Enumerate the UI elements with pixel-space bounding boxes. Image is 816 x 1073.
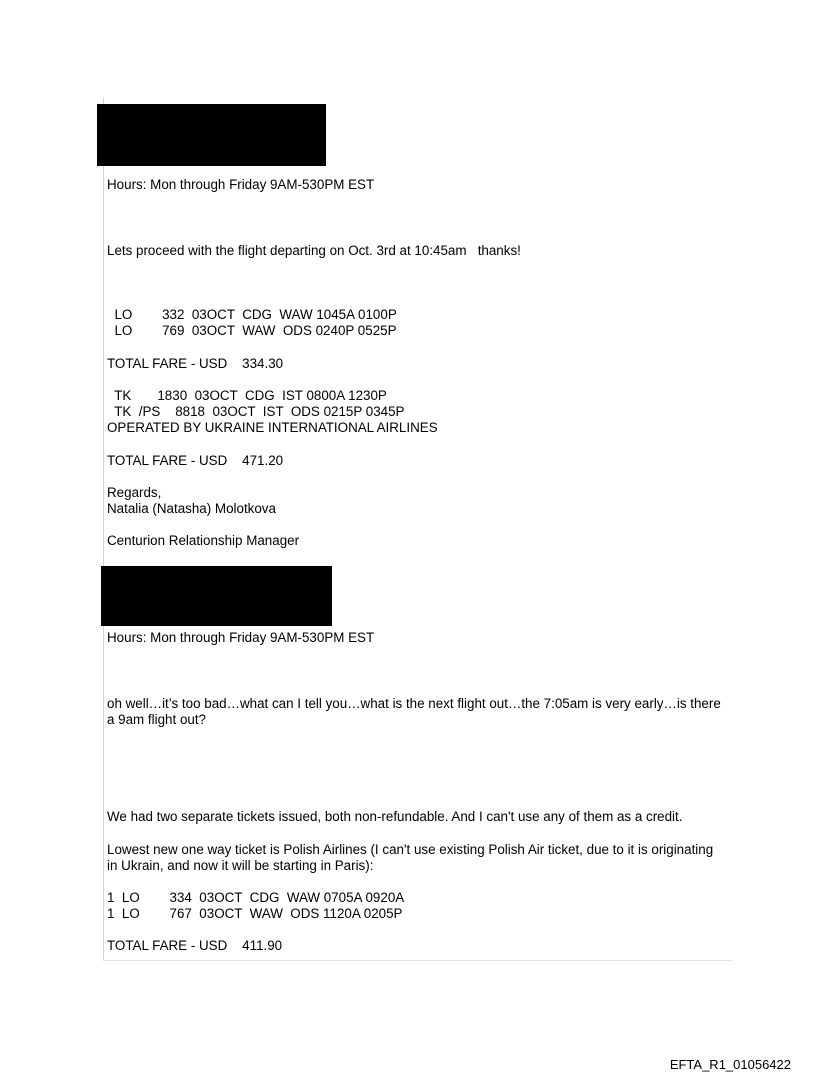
hours-line: Hours: Mon through Friday 9AM-530PM EST xyxy=(107,630,375,645)
tickets-note: We had two separate tickets issued, both non-refundable. And I can't use any of them as a credit. xyxy=(107,809,683,824)
flight-segment: LO 769 03OCT WAW ODS 0240P 0525P xyxy=(107,323,397,338)
proceed-message: Lets proceed with the flight departing on Oct. 3rd at 10:45am thanks! xyxy=(107,243,521,258)
flight-segment: 1 LO 334 03OCT CDG WAW 0705A 0920A xyxy=(107,890,405,905)
flight-segment: LO 332 03OCT CDG WAW 1045A 0100P xyxy=(107,307,397,322)
thread-bottom-border xyxy=(103,960,732,961)
thread-left-border xyxy=(103,98,104,960)
reply-message: oh well…it’s too bad…what can I tell you…what is the next flight out…the 7:05am is very early…is there a 9am flight out? xyxy=(107,696,721,727)
total-fare: TOTAL FARE - USD 411.90 xyxy=(107,938,283,953)
redacted-block xyxy=(97,104,326,166)
hours-line: Hours: Mon through Friday 9AM-530PM EST xyxy=(107,177,375,192)
redacted-block xyxy=(101,566,332,626)
total-fare: TOTAL FARE - USD 334.30 xyxy=(107,356,284,371)
total-fare: TOTAL FARE - USD 471.20 xyxy=(107,453,284,468)
signature-title: Centurion Relationship Manager xyxy=(107,533,300,548)
flight-segment: TK /PS 8818 03OCT IST ODS 0215P 0345P xyxy=(107,404,405,419)
signature-name: Natalia (Natasha) Molotkova xyxy=(107,501,276,516)
document-id: EFTA_R1_01056422 xyxy=(669,1057,791,1072)
signature-regards: Regards, xyxy=(107,485,162,500)
operated-by-line: OPERATED BY UKRAINE INTERNATIONAL AIRLINES xyxy=(107,420,438,435)
flight-segment: 1 LO 767 03OCT WAW ODS 1120A 0205P xyxy=(107,906,403,921)
flight-segment: TK 1830 03OCT CDG IST 0800A 1230P xyxy=(107,388,387,403)
lowest-ticket-note: Lowest new one way ticket is Polish Airlines (I can't use existing Polish Air ticket, due to it is originating in Ukrain, and now it will be starting in Paris): xyxy=(107,842,714,873)
